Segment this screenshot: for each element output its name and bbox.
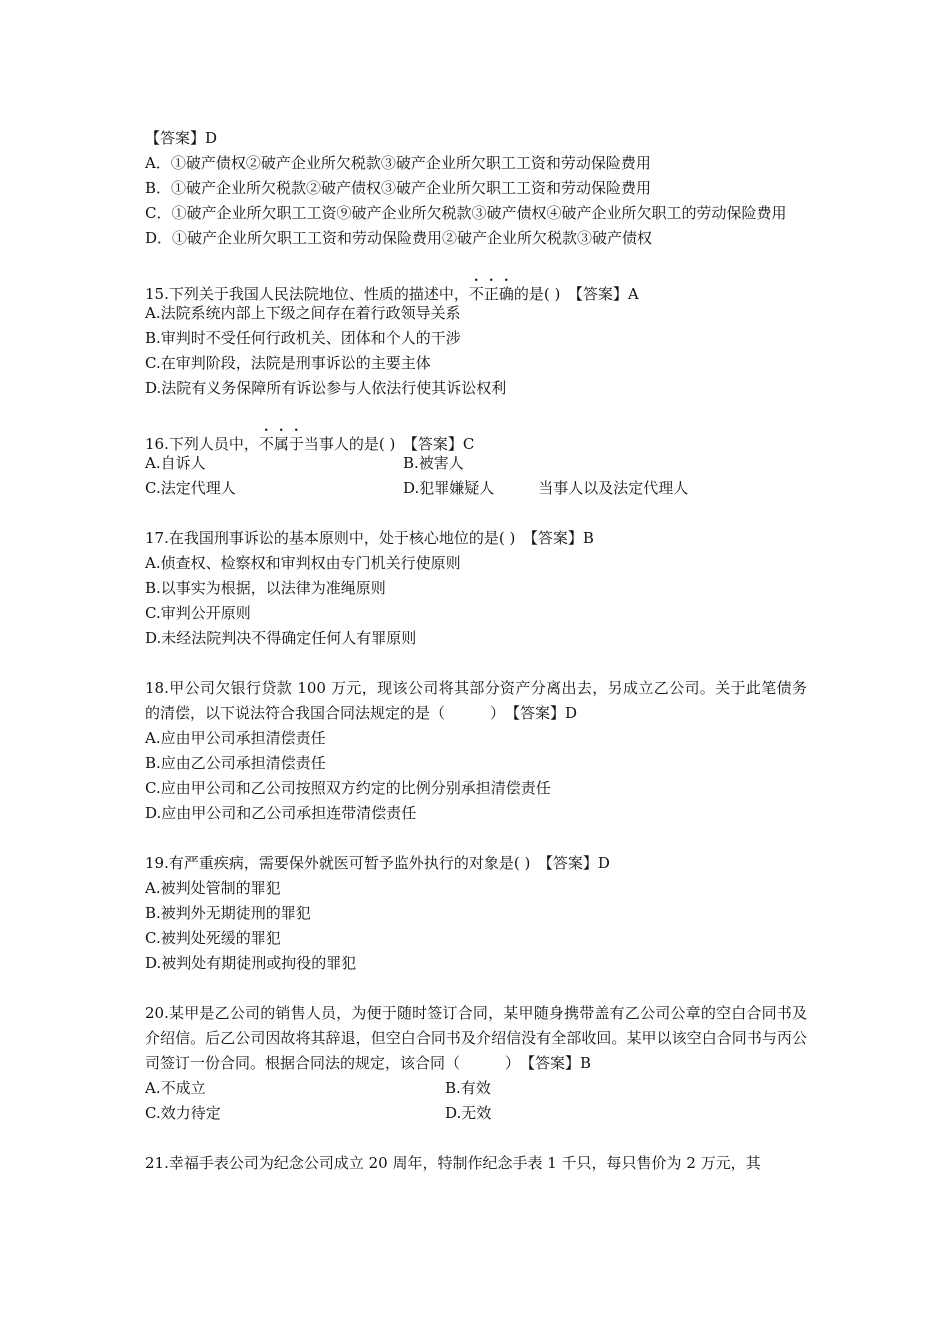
q18-option-d: D.应由甲公司和乙公司承担连带清偿责任 — [145, 804, 417, 822]
q16-options-row-2 — [145, 476, 807, 501]
q18-option-a: A.应由甲公司承担清偿责任 — [145, 729, 326, 747]
q19-option-c: C.被判处死缓的罪犯 — [145, 929, 281, 947]
q18-stem: 18.甲公司欠银行贷款 100 万元，现该公司将其部分资产分离出去，另成立乙公司。关于此笔债务的清偿，以下说法符合我国合同法规定的是（ ） 【答案】D — [145, 679, 807, 722]
q20-options-row-2 — [145, 1101, 807, 1126]
q15-stem-before: 15.下列关于我国人民法院地位、性质的描述中， — [145, 285, 469, 303]
q20-stem: 20.某甲是乙公司的销售人员，为便于随时签订合同，某甲随身携带盖有乙公司公章的空白合同书及介绍信。后乙公司因故将其辞退，但空白合同书及介绍信没有全部收回。某甲以该空白合同书与丙公司签订一份合同。根据合同法的规定，该合同（ ） 【答案】B — [145, 1004, 807, 1072]
q15-option-b: B.审判时不受任何行政机关、团体和个人的干涉 — [145, 329, 461, 347]
q20-option-d: D.无效 — [445, 1104, 492, 1122]
q14-option-a: A．①破产债权②破产企业所欠税款③破产企业所欠职工工资和劳动保险费用 — [145, 154, 651, 172]
q17-option-a: A.侦查权、检察权和审判权由专门机关行使原则 — [145, 554, 461, 572]
q19-option-d: D.被判处有期徒刑或拘役的罪犯 — [145, 954, 357, 972]
q19-option-a: A.被判处管制的罪犯 — [145, 879, 281, 897]
q19-stem: 19.有严重疾病，需要保外就医可暂予监外执行的对象是( ) 【答案】D — [145, 854, 610, 872]
document-page — [145, 126, 807, 1176]
q16-option-c: C.法定代理人 — [145, 479, 236, 497]
q20-option-a: A.不成立 — [145, 1079, 206, 1097]
q16-note: 当事人以及法定代理人 — [538, 479, 689, 497]
q14-answer: 【答案】D — [145, 129, 218, 147]
q16-option-d: D.犯罪嫌疑人 — [403, 479, 495, 497]
q16-stem-emphasis: 不属于 — [258, 435, 304, 453]
q18-option-c: C.应由甲公司和乙公司按照双方约定的比例分别承担清偿责任 — [145, 779, 551, 797]
q20-option-c: C.效力待定 — [145, 1104, 221, 1122]
q16-options-row-1 — [145, 451, 807, 476]
q14-option-b: B．①破产企业所欠税款②破产债权③破产企业所欠职工工资和劳动保险费用 — [145, 179, 652, 197]
q15-option-c: C.在审判阶段，法院是刑事诉讼的主要主体 — [145, 354, 431, 372]
q15-option-a: A.法院系统内部上下级之间存在着行政领导关系 — [145, 304, 461, 322]
q17-option-d: D.未经法院判决不得确定任何人有罪原则 — [145, 629, 417, 647]
q18-option-b: B.应由乙公司承担清偿责任 — [145, 754, 326, 772]
q14-option-d: D．①破产企业所欠职工工资和劳动保险费用②破产企业所欠税款③破产债权 — [145, 229, 653, 247]
q17-option-b: B.以事实为根据，以法律为准绳原则 — [145, 579, 386, 597]
q21-stem: 21.幸福手表公司为纪念公司成立 20 周年，特制作纪念手表 1 千只，每只售价为 2 万元，其 — [145, 1154, 761, 1172]
q20-option-b: B.有效 — [445, 1079, 491, 1097]
q15-stem — [145, 276, 807, 301]
q15-option-d: D.法院有义务保障所有诉讼参与人依法行使其诉讼权利 — [145, 379, 507, 397]
q16-option-b: B.被害人 — [403, 454, 464, 472]
q17-stem: 17.在我国刑事诉讼的基本原则中，处于核心地位的是( ) 【答案】B — [145, 529, 594, 547]
q19-option-b: B.被判外无期徒刑的罪犯 — [145, 904, 311, 922]
q17-option-c: C.审判公开原则 — [145, 604, 251, 622]
q20-options-row-1 — [145, 1076, 807, 1101]
q14-option-c: C．①破产企业所欠职工工资⑨破产企业所欠税款③破产债权④破产企业所欠职工的劳动保险费用 — [145, 204, 787, 222]
q15-stem-emphasis: 不正确 — [468, 285, 514, 303]
q16-option-a: A.自诉人 — [145, 454, 206, 472]
q15-stem-after: 的是( ) 【答案】A — [513, 285, 639, 303]
q16-stem — [145, 426, 807, 451]
q16-stem-before: 16.下列人员中， — [145, 435, 259, 453]
q16-stem-after: 当事人的是( ) 【答案】C — [303, 435, 475, 453]
